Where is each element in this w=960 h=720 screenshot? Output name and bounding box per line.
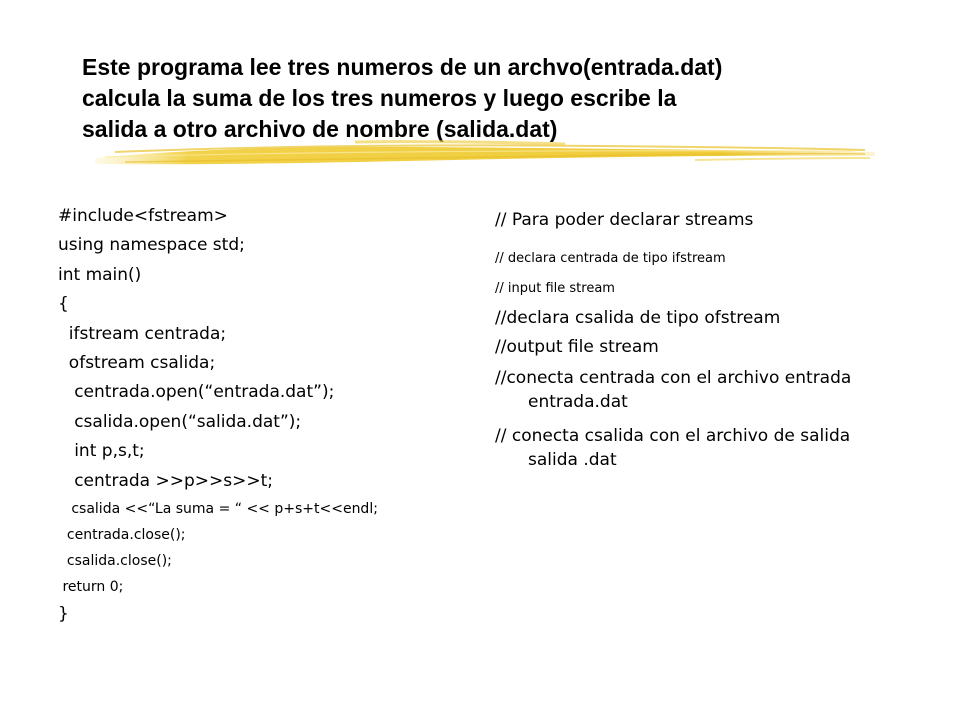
code-line: centrada.open(“entrada.dat”);	[58, 382, 335, 403]
comment-line: //conecta centrada con el archivo entrada	[495, 368, 852, 388]
comment-line-continuation: entrada.dat	[528, 392, 628, 412]
code-line: csalida <<“La suma = “ << p+s+t<<endl;	[58, 501, 378, 518]
code-line: int p,s,t;	[58, 441, 145, 462]
comment-line: //output file stream	[495, 337, 659, 357]
code-line: int main()	[58, 264, 142, 285]
code-line: csalida.open(“salida.dat”);	[58, 411, 302, 432]
code-line: centrada >>p>>s>>t;	[58, 470, 273, 491]
code-line: centrada.close();	[58, 527, 186, 544]
code-line: return 0;	[58, 579, 124, 596]
code-line: ifstream centrada;	[58, 323, 227, 344]
comment-line-continuation: salida .dat	[528, 450, 617, 470]
comment-line: // Para poder declarar streams	[495, 210, 754, 230]
title-line-1: Este programa lee tres numeros de un archvo(entrada.dat)	[82, 54, 723, 80]
brush-stroke-underline	[95, 138, 875, 178]
comment-line: //declara csalida de tipo ofstream	[495, 308, 781, 328]
code-line: }	[58, 604, 69, 625]
slide-title	[82, 52, 882, 145]
comment-line: // declara centrada de tipo ifstream	[495, 251, 726, 266]
comment-line: // input file stream	[495, 281, 615, 296]
title-line-2: calcula la suma de los tres numeros y luego escribe la	[82, 85, 677, 111]
code-line: {	[58, 294, 69, 315]
code-listing	[58, 202, 488, 629]
code-line: csalida.close();	[58, 553, 172, 570]
code-line: using namespace std;	[58, 235, 245, 256]
code-line: #include<fstream>	[58, 206, 228, 226]
title-line-3: salida a otro archivo de nombre (salida.dat)	[82, 116, 558, 142]
code-line: ofstream csalida;	[58, 353, 216, 374]
comment-line: // conecta csalida con el archivo de salida	[495, 426, 851, 446]
code-comments	[495, 206, 915, 472]
